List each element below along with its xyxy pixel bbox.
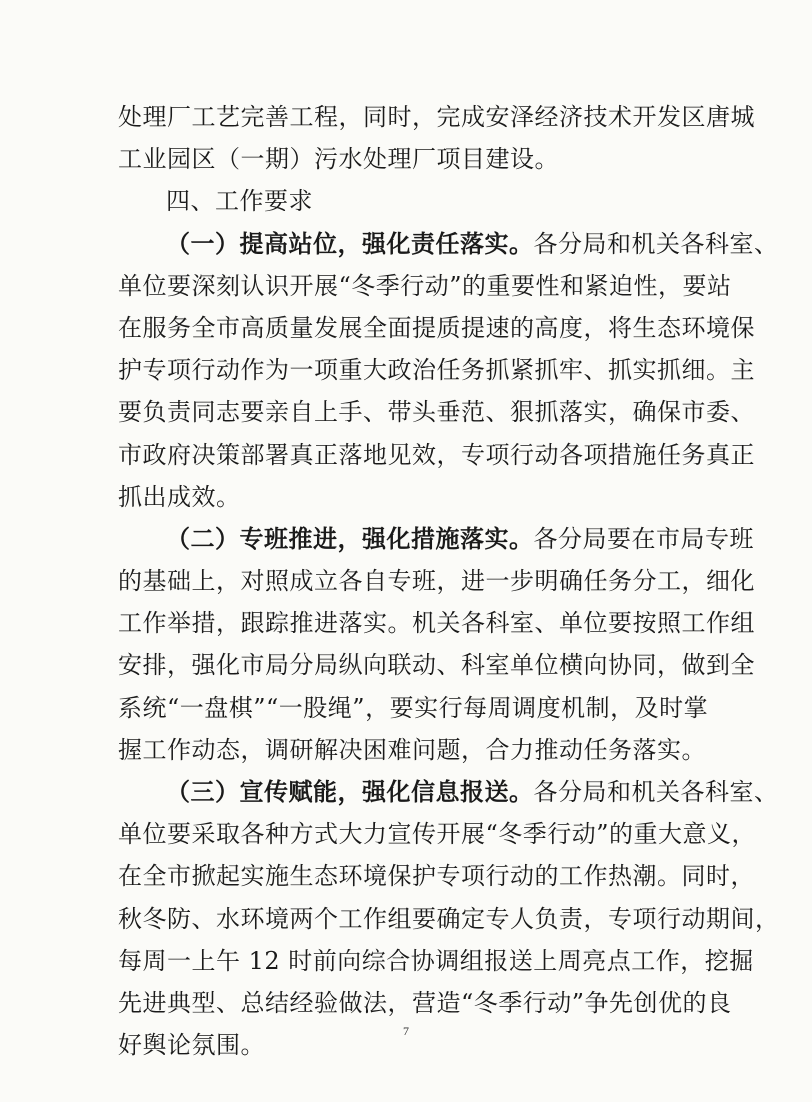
line-text: 握工作动态，调研解决困难问题，合力推动任务落实。: [118, 735, 706, 764]
line-text: 处理厂工艺完善工程，同时，完成安泽经济技术开发区唐城: [118, 103, 755, 131]
line-text: 安排，强化市局分局纵向联动、科室单位横向协同，做到全: [118, 651, 755, 680]
body-text-line: [118, 602, 755, 644]
body-text-line: [118, 223, 779, 265]
subsection-heading: （一）提高站位，强化责任落实。: [166, 228, 534, 258]
line-text: 市政府决策部署真正落地见效，专项行动各项措施任务真正: [118, 440, 755, 469]
line-text: 工作举措，跟踪推进落实。机关各科室、单位要按照工作组: [118, 609, 755, 638]
subsection-heading: （三）宣传赋能，强化信息报送。: [166, 777, 534, 806]
body-text-line: [118, 476, 698, 518]
line-text: 在服务全市高质量发展全面提质提速的高度，将生态环境保: [118, 313, 755, 342]
body-text-line: [118, 729, 706, 771]
line-text: 各分局要在市局专班: [533, 524, 754, 553]
line-text: 系统“一盘棋”“一股绳”，要实行每周调度机制，及时掌: [118, 693, 709, 722]
body-text-line: [118, 898, 780, 940]
body-text-line: [118, 518, 754, 560]
body-text-line: [118, 307, 755, 349]
line-text: 各分局和机关各科室、: [533, 229, 779, 258]
body-text-line: [118, 391, 755, 433]
line-text: 在全市掀起实施生态环境保护专项行动的工作热潮。同时，: [118, 862, 755, 891]
line-text: 单位要采取各种方式大力宣传开展“冬季行动”的重大意义，: [118, 820, 757, 849]
line-text: 秋冬防、水环境两个工作组要确定专人负责，专项行动期间，: [118, 904, 780, 933]
body-text-line: [118, 813, 757, 855]
line-text: 每周一上午 12 时前向综合协调组报送上周亮点工作，挖掘: [118, 946, 754, 975]
body-text-line: [118, 982, 732, 1024]
body-text-line: [118, 138, 698, 180]
line-text: 要负责同志要亲自上手、带头垂范、狠抓落实，确保市委、: [118, 398, 755, 427]
page-number: 7: [403, 1024, 409, 1038]
section-heading: [118, 180, 698, 222]
line-text: 先进典型、总结经验做法，营造“冬季行动”争先创优的良: [118, 988, 732, 1017]
line-text: 工业园区（一期）污水处理厂项目建设。: [118, 145, 559, 174]
line-text: 抓出成效。: [118, 482, 241, 511]
body-text-line: [118, 96, 755, 138]
body-text-line: [118, 771, 779, 813]
body-text-line: [118, 265, 732, 307]
line-text: 单位要深刻认识开展“冬季行动”的重要性和紧迫性，要站: [118, 271, 732, 300]
body-text-line: [118, 940, 754, 982]
document-body: [118, 96, 780, 1066]
body-text-line: [118, 434, 755, 476]
section-heading-text: 四、工作要求: [166, 187, 313, 216]
line-text: 好舆论氛围。: [118, 1031, 265, 1060]
body-text-line: [118, 644, 755, 686]
body-text-line: [118, 560, 755, 602]
line-text: 护专项行动作为一项重大政治任务抓紧抓牢、抓实抓细。主: [118, 356, 755, 385]
line-text: 各分局和机关各科室、: [533, 778, 779, 806]
line-text: 的基础上，对照成立各自专班，进一步明确任务分工，细化: [118, 567, 755, 596]
subsection-heading: （二）专班推进，强化措施落实。: [166, 523, 534, 553]
body-text-line: [118, 687, 709, 729]
body-text-line: [118, 855, 755, 897]
body-text-line: [118, 349, 755, 391]
